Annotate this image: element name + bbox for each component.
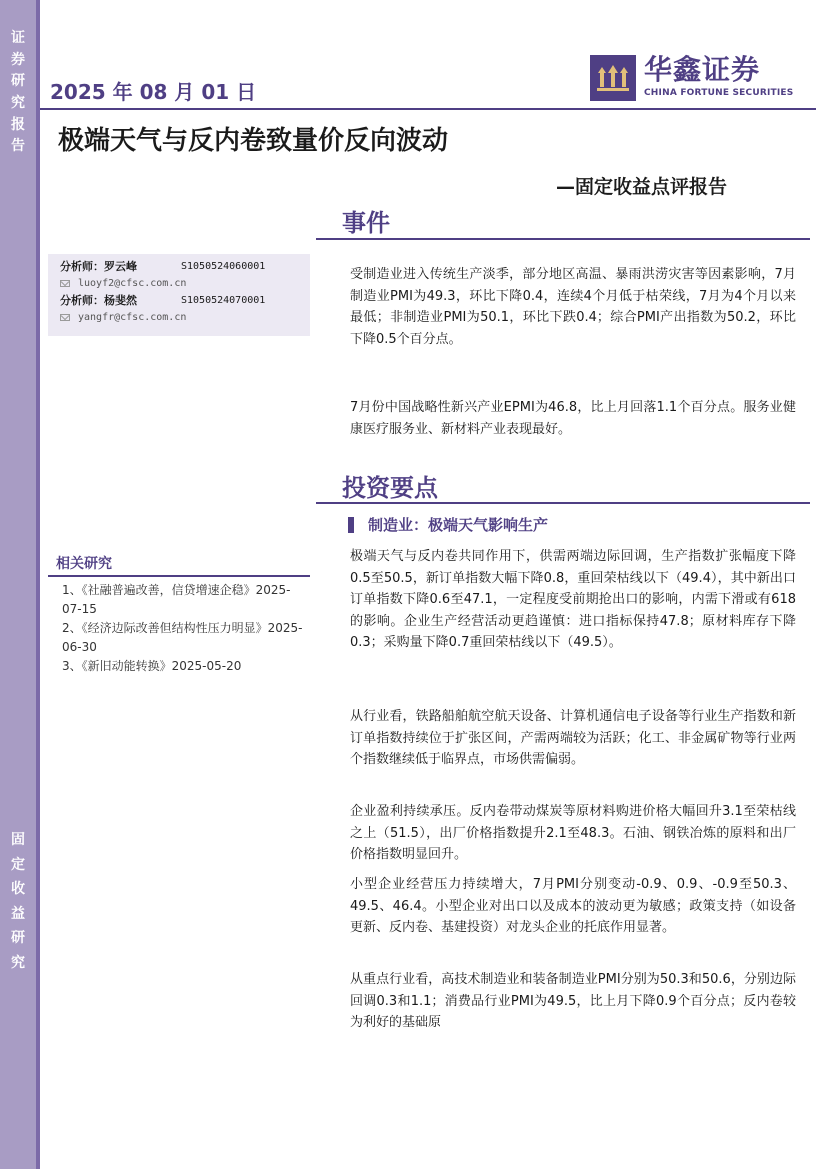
- analyst-certificate: S1050524060001: [181, 261, 266, 272]
- investment-points-rule: [316, 502, 810, 504]
- related-research-item[interactable]: 1、《社融普遍改善，信贷增速企稳》2025-07-15: [62, 583, 291, 616]
- analyst-name: 分析师：杨斐然: [60, 294, 137, 307]
- related-research: [48, 553, 310, 676]
- related-research-item[interactable]: 2、《经济边际改善但结构性压力明显》2025-06-30: [62, 621, 303, 654]
- investment-points-heading: 投资要点: [342, 474, 438, 502]
- related-research-list: [48, 577, 310, 676]
- related-research-item[interactable]: 3、《新旧动能转换》2025-05-20: [62, 659, 242, 673]
- analysis-paragraph: 极端天气与反内卷共同作用下，供需两端边际回调，生产指数扩张幅度下降0.5至50.5，新订单指数大幅下降0.8，重回荣枯线以下（49.4），其中新出口订单指数下降0.6至47.1，一定程度受前期抢出口的影响，内需下滑或有618的影响。企业生产经营活动更趋谨慎：进口指标保持47.8；原材料库存下降0.3；采购量下降0.7重回荣枯线以下（49.5）。: [350, 549, 796, 650]
- subsection-marker: [348, 517, 354, 533]
- sidebar-top-label: 证 券 研 究 报 告: [11, 30, 25, 155]
- analyst-row: [60, 258, 310, 275]
- related-research-title: 相关研究: [56, 556, 112, 572]
- logo-chinese-name: 华鑫证券: [644, 53, 761, 86]
- report-subtitle: —固定收益点评报告: [556, 176, 728, 198]
- analysis-paragraph: 企业盈利持续承压。反内卷带动煤炭等原材料购进价格大幅回升3.1至荣枯线之上（51.5），出厂价格指数提升2.1至48.3。石油、钢铁冶炼的原料和出厂价格指数明显回升。: [350, 804, 796, 862]
- event-heading-rule: [316, 238, 810, 240]
- sidebar-bottom-label: 固 定 收 益 研 究: [11, 832, 25, 971]
- analyst-email-row: [60, 275, 310, 292]
- analyst-email[interactable]: yangfr@cfsc.com.cn: [78, 312, 187, 323]
- subsection-heading: [348, 514, 548, 535]
- logo-mark-icon: [590, 55, 636, 101]
- event-paragraph: 7月份中国战略性新兴产业EPMI为46.8，比上月回落1.1个百分点。服务业健康医疗服务业、新材料产业表现最好。: [350, 400, 796, 437]
- sidebar-accent-strip: [36, 0, 40, 1169]
- subsection-title: 制造业：极端天气影响生产: [368, 516, 549, 534]
- analysis-paragraph: 从行业看，铁路船舶航空航天设备、计算机通信电子设备等行业生产指数和新订单指数持续位于扩张区间，产需两端较为活跃；化工、非金属矿物等行业两个指数继续低于临界点，市场供需偏弱。: [350, 709, 796, 767]
- header-rule: [40, 108, 816, 110]
- mail-icon: [60, 314, 70, 321]
- analyst-box: [48, 254, 310, 336]
- analyst-name: 分析师：罗云峰: [60, 260, 137, 273]
- analyst-row: [60, 292, 310, 309]
- analyst-email-row: [60, 309, 310, 326]
- event-paragraph: 受制造业进入传统生产淡季，部分地区高温、暴雨洪涝灾害等因素影响，7月制造业PMI为49.3，环比下降0.4，连续4个月低于枯荣线，7月为4个月以来最低；非制造业PMI为50.1，环比下跌0.4；综合PMI产出指数为50.2，环比下降0.5个百分点。: [350, 267, 796, 347]
- mail-icon: [60, 280, 70, 287]
- company-logo: [590, 55, 793, 101]
- analyst-certificate: S1050524070001: [181, 295, 266, 306]
- analysis-paragraph: 从重点行业看，高技术制造业和装备制造业PMI分别为50.3和50.6，分别边际回调0.3和1.1；消费品行业PMI为49.5，比上月下降0.9个百分点；反内卷较为利好的基础原: [350, 972, 796, 1030]
- analysis-paragraph: 小型企业经营压力持续增大，7月PMI分别变动-0.9、0.9、-0.9至50.3、49.5、46.4。小型企业对出口以及成本的波动更为敏感；政策支持（如设备更新、反内卷、基建投资）对龙头企业的托底作用显著。: [350, 877, 796, 935]
- report-title: 极端天气与反内卷致量价反向波动: [58, 126, 449, 156]
- report-date: 2025 年 08 月 01 日: [50, 80, 257, 104]
- left-sidebar: [0, 0, 36, 1169]
- event-heading: 事件: [342, 209, 390, 237]
- analyst-email[interactable]: luoyf2@cfsc.com.cn: [78, 278, 187, 289]
- logo-english-name: CHINA FORTUNE SECURITIES: [644, 87, 794, 98]
